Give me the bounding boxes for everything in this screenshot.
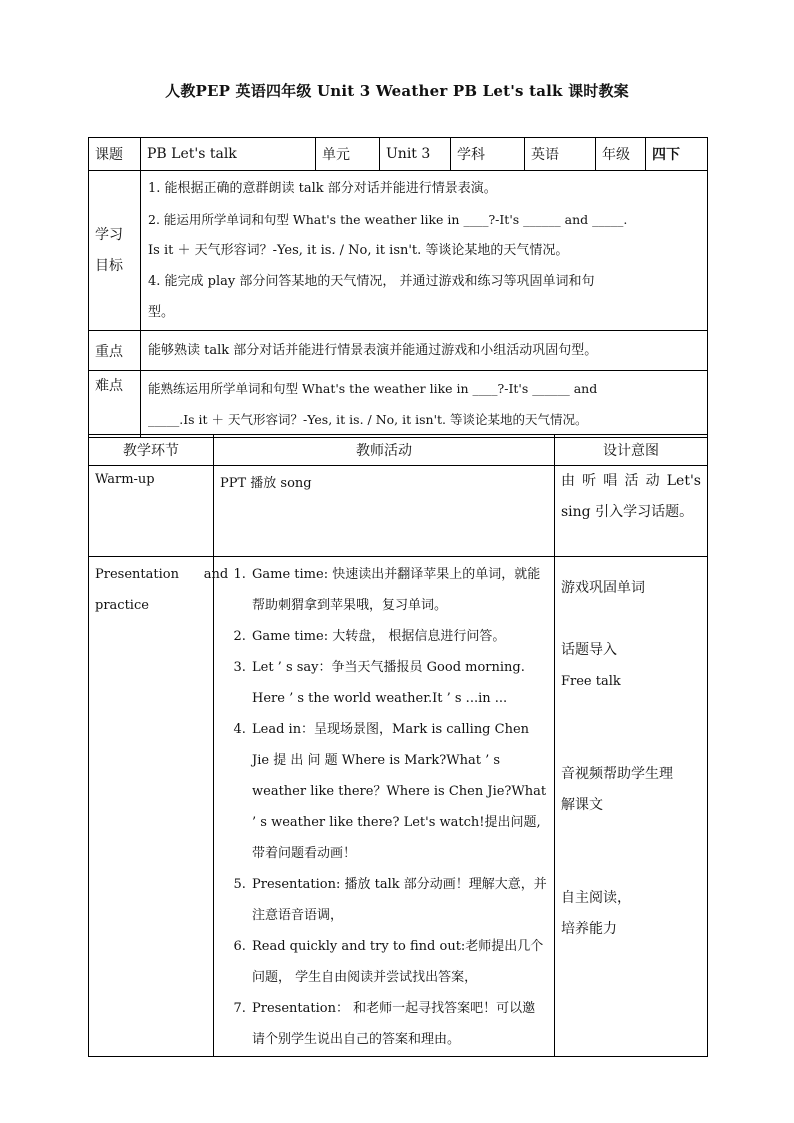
difficulty-row xyxy=(89,371,708,438)
objectives-row xyxy=(89,171,708,331)
activity-steps-list xyxy=(220,557,548,1055)
info-row xyxy=(89,138,708,171)
objectives-label xyxy=(89,171,141,331)
subject-value: 英语 xyxy=(525,138,596,171)
grade-value: 四下 xyxy=(646,138,708,171)
key-point-row xyxy=(89,331,708,371)
process-header-row xyxy=(89,435,708,466)
presentation-stage xyxy=(89,557,229,1057)
intent-line: Free talk xyxy=(561,674,621,689)
intent-line: 话题导入 xyxy=(561,642,617,658)
warmup-row xyxy=(89,466,708,557)
key-point-line: 能够熟读 talk 部分对话并能进行情景表演并能通过游戏和小组活动巩固句型。 xyxy=(148,343,598,358)
objective-line: 1. 能根据正确的意群朗读 talk 部分对话并能进行情景表演。 xyxy=(148,181,497,196)
warmup-stage: Warm-up xyxy=(89,466,214,557)
topic-value: PB Let's talk xyxy=(141,138,316,171)
grade-label: 年级 xyxy=(596,138,646,171)
intent-line: 音视频帮助学生理 xyxy=(561,766,673,782)
warmup-intent-line: 由 听 唱 活 动 Let's xyxy=(561,473,701,489)
presentation-intent xyxy=(555,557,708,1057)
activity-step: 1. Game time: 快速读出并翻译苹果上的单词，就能帮助刺猬拿到苹果哦，复习单词。 xyxy=(250,559,548,621)
presentation-row xyxy=(89,557,708,1057)
subject-label: 学科 xyxy=(451,138,525,171)
warmup-intent-line: sing 引入学习话题。 xyxy=(561,504,694,520)
objective-line: 型。 xyxy=(148,305,175,320)
key-point-text xyxy=(141,331,708,371)
unit-label: 单元 xyxy=(316,138,380,171)
intent-line: 游戏巩固单词 xyxy=(561,580,645,596)
presentation-stage-line-2: practice xyxy=(95,598,149,613)
teaching-process-table xyxy=(88,434,708,1057)
objective-line: Is it ＋ 天气形容词？-Yes, it is. / No, it isn't. 等谈论某地的天气情况。 xyxy=(148,243,569,258)
intent-line: 自主阅读， xyxy=(561,890,631,906)
activity-step: 7. Presentation： 和老师一起寻找答案吧！可以邀请个别学生说出自己的答案和理由。 xyxy=(250,993,548,1055)
page-title: 人教PEP 英语四年级 Unit 3 Weather PB Let's talk 课时教案 xyxy=(165,82,629,100)
unit-value: Unit 3 xyxy=(380,138,451,171)
activity-step: 5. Presentation: 播放 talk 部分动画！理解大意，并注意语音语调， xyxy=(250,869,548,931)
difficulty-line: _____.Is it ＋ 天气形容词？-Yes, it is. / No, it isn't. 等谈论某地的天气情况。 xyxy=(148,412,588,427)
topic-label: 课题 xyxy=(89,138,141,171)
difficulty-text xyxy=(141,371,708,438)
lesson-info-table xyxy=(88,137,708,438)
header-stage: 教学环节 xyxy=(89,435,214,466)
activity-step: 6. Read quickly and try to find out:老师提出几个问题， 学生自由阅读并尝试找出答案， xyxy=(250,931,548,993)
header-activity: 教师活动 xyxy=(214,435,555,466)
objectives-text xyxy=(141,171,708,331)
objective-line: 2. 能运用所学单词和句型 What's the weather like in ____?-It's ______ and _____. xyxy=(148,212,628,227)
intent-line: 培养能力 xyxy=(561,921,617,937)
warmup-activity: PPT 播放 song xyxy=(214,466,555,557)
difficulty-line: 能熟练运用所学单词和句型 What's the weather like in ____?-It's ______ and xyxy=(148,381,598,396)
presentation-activity xyxy=(214,557,555,1057)
activity-step: 3. Let ’ s say：争当天气播报员 Good morning. Here ’ s the world weather.It ’ s ...in ... xyxy=(250,652,548,714)
intent-line: 解课文 xyxy=(561,797,603,813)
presentation-stage-line-1: Presentation and xyxy=(95,567,229,582)
difficulty-label: 难点 xyxy=(89,371,141,438)
objectives-label-line-1: 学习 xyxy=(95,226,123,243)
warmup-intent xyxy=(555,466,708,557)
activity-step: 4. Lead in：呈现场景图，Mark is calling Chen Jie 提 出 问 题 Where is Mark?What ’ s weather like there？Where is Chen Jie?What ’ s weather like there? Let's watch!提出问题,带着问题看动画！ xyxy=(250,714,548,869)
objective-line: 4. 能完成 play 部分问答某地的天气情况， 并通过游戏和练习等巩固单词和句 xyxy=(148,274,595,289)
key-point-label: 重点 xyxy=(89,331,141,371)
objectives-label-line-2: 目标 xyxy=(95,257,123,274)
activity-step: 2. Game time: 大转盘， 根据信息进行问答。 xyxy=(250,621,548,652)
header-intent: 设计意图 xyxy=(555,435,708,466)
